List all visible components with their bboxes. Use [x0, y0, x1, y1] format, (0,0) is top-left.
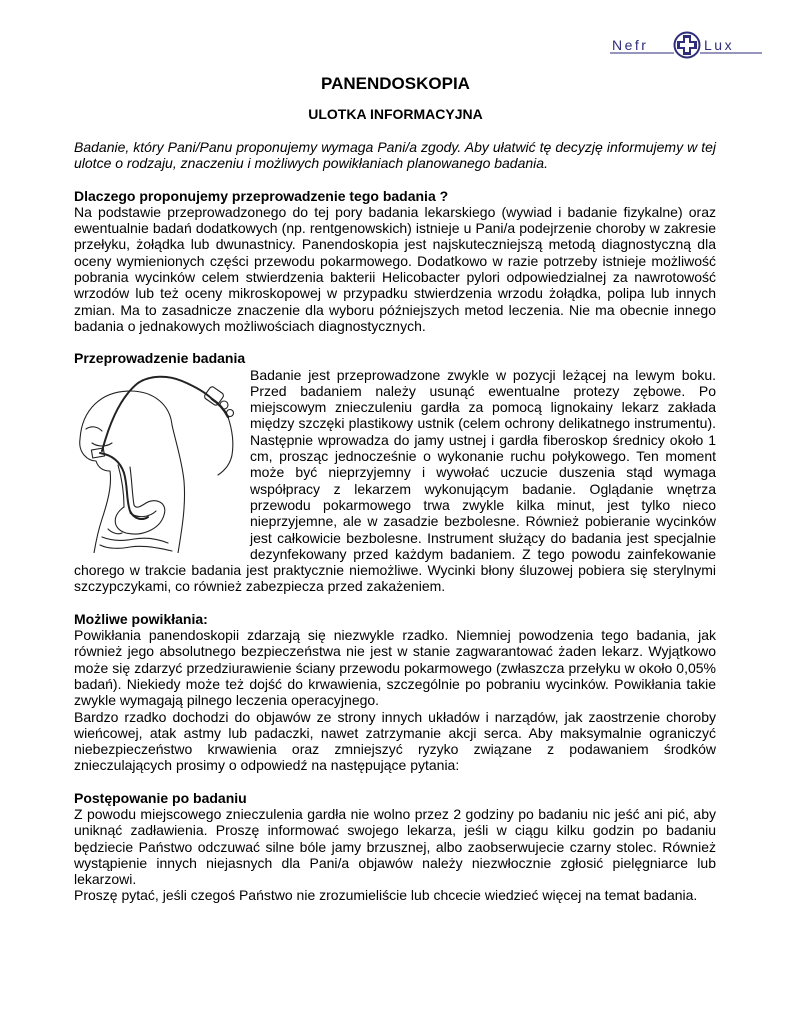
endoscopy-illustration	[72, 369, 244, 553]
section-heading-procedure: Przeprowadzenie badania	[74, 350, 246, 367]
leaflet-body	[74, 139, 716, 904]
section-heading-why: Dlaczego proponujemy przeprowadzenie tego badania ?	[74, 187, 449, 204]
section-complications-text-2: Bardzo rzadko dochodzi do objawów ze strony innych układów i narządów, jak zaostrzenie choroby wieńcowej, atak astmy lub padaczki, nawet zatrzymanie akcji serca. Aby maksymalnie ograniczyć niebezpieczeństwo krwawienia oraz zmniejszyć ryzyko związane z podawaniem środków znieczulających prosimy o odpowiedź na następujące pytania:	[74, 708, 716, 774]
section-heading-after: Postępowanie po badaniu	[74, 789, 247, 806]
section-after-text-2: Proszę pytać, jeśli czegoś Państwo nie zrozumieliście lub chcecie wiedzieć więcej na temat badania.	[74, 887, 698, 904]
logo-text-right: Lux	[704, 37, 735, 53]
section-heading-complications: Możliwe powikłania:	[74, 610, 208, 627]
section-after-text-1: Z powodu miejscowego znieczulenia gardła nie wolno przez 2 godziny po badaniu nic jeść ani pić, aby uniknąć zadławienia. Proszę informować swojego lekarza, jeśli w ciągu kilku godzin po badaniu będziecie Państwo odczuwać silne bóle jamy brzusznej, albo zaobserwujecie czarny stolec. Również wystąpienie innych niejasnych dla Pani/a objawów należy niezwłocznie zgłosić pielęgniarce lub lekarzowi.	[74, 805, 716, 888]
document-title: PANENDOSKOPIA	[321, 74, 470, 93]
section-complications-text-1: Powikłania panendoskopii zdarzają się niezwykle rzadko. Niemniej powodzenia tego badania, jak również jego absolutnego bezpieczeństwa nie jest w stanie zagwarantować żaden lekarz. Wyjątkowo może się zdarzyć przedziurawienie ściany przewodu pokarmowego (zwłaszcza przełyku w około 0,05% badań). Niekiedy może też dojść do krwawienia, szczególnie po pobraniu wycinków. Powikłania takie zwykle wymagają pilnego leczenia operacyjnego.	[74, 627, 716, 709]
document-subtitle: ULOTKA INFORMACYJNA	[308, 106, 483, 122]
section-procedure-text: Badanie jest przeprowadzone zwykle w pozycji leżącej na lewym boku. Przed badaniem należy usunąć ewentualne protezy zębowe. Po miejscowym znieczuleniu gardła za pomocą lignokainy lekarz zakłada między szczęki plastikowy ustnik (celem ochrony delikatnego instrumentu). Następnie wprowadza do jamy ustnej i gardła fiberoskop średnicy około 1 cm, prosząc jednocześnie o wykonanie ruchu połykowego. Ten moment może być nieprzyjemny i wywołać uczucie duszenia stąd wymaga współpracy z lekarzem wykonującym badanie. Oglądanie wnętrza przewodu pokarmowego trwa zwykle kilka minut, jest tylko nieco nieprzyjemne, ale w zasadzie bezbolesne. Również pobieranie wycinków jest całkowicie bezbolesne. Instrument służący do badania jest specjalnie dezynfekowany przed każdym badaniem. Z tego powodu zainfekowanie chorego w trakcie badania jest praktycznie niemożliwe. Wycinki błony śluzowej pobiera się sterylnymi szczypczykami, co również zabezpiecza przed zakażeniem.	[74, 366, 716, 595]
section-why-text: Na podstawie przeprowadzonego do tej pory badania lekarskiego (wywiad i badanie fizykalne) oraz ewentualnie badań dodatkowych (np. rentgenowskich) istnieje u Pani/a podejrzenie choroby w zakresie przełyku, żołądka lub dwunastnicy. Panendoskopia jest najskuteczniejszą metodą diagnostyczną dla oceny wymienionych części przewodu pokarmowego. Dodatkowo w razie potrzeby istnieje możliwość pobrania wycinków celem stwierdzenia bakterii Helicobacter pylori odpowiedzialnej za nawrotowość wrzodów lub też oceny mikroskopowej w przypadku stwierdzenia wrzodu żołądka, polipa lub innych zmian. Ma to zasadnicze znaczenie dla wyboru późniejszych metod leczenia. Nie ma obecnie innego badania o jednakowych możliwościach diagnostycznych.	[74, 203, 716, 334]
nefrolux-logo	[608, 30, 764, 62]
logo-text-left: Nefr	[612, 37, 649, 53]
intro-paragraph: Badanie, który Pani/Panu proponujemy wymaga Pani/a zgody. Aby ułatwić tę decyzję informujemy w tej ulotce o rodzaju, znaczeniu i możliwych powikłaniach planowanego badania.	[74, 139, 716, 172]
medical-cross-icon	[675, 33, 700, 58]
